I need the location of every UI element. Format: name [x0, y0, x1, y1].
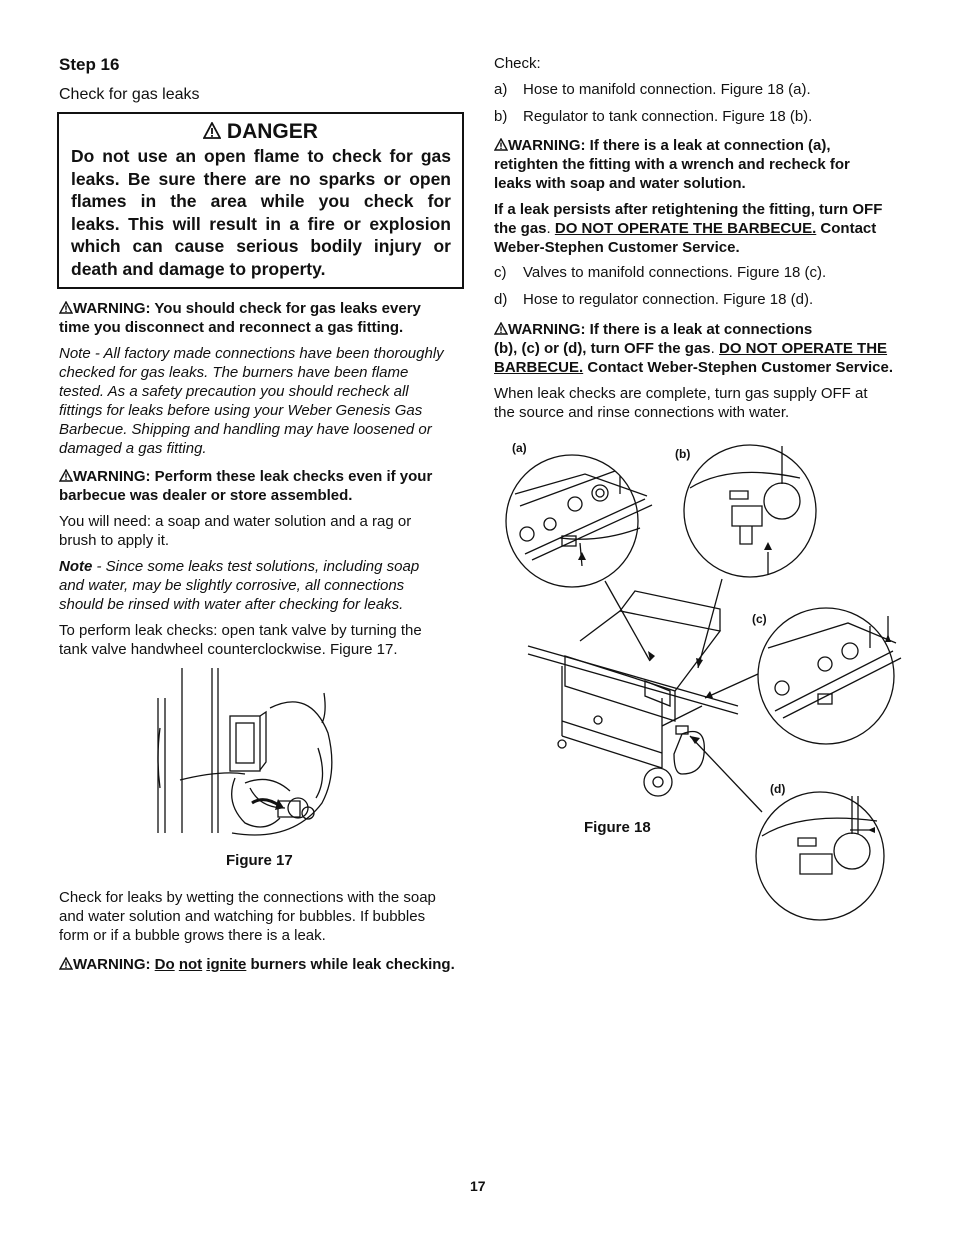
you-will-need	[59, 512, 469, 550]
warning-text: WARNING: Perform these leak checks even if your	[73, 468, 433, 485]
warning-text: WARNING: If there is a leak at connection (a),	[508, 137, 831, 154]
list-key: d)	[494, 291, 508, 308]
text-line: Weber-Stephen Customer Service.	[494, 239, 740, 256]
warning-text: WARNING:	[73, 956, 155, 973]
note-corrosive	[59, 557, 469, 614]
warning-underlined: ignite	[206, 956, 247, 973]
list-key: b)	[494, 108, 508, 125]
list-item	[494, 107, 914, 126]
warning-underlined: Do	[154, 956, 175, 973]
warning-triangle-icon	[494, 322, 508, 335]
note-line: fittings for leaks before using your Weber Genesis Gas	[59, 402, 423, 419]
figure-17-caption: Figure 17	[226, 852, 293, 869]
danger-title: DANGER	[226, 120, 318, 143]
text-line: and water solution and watching for bubbles. If bubbles	[59, 908, 426, 925]
note-line: checked for gas leaks. The burners have been flame	[59, 364, 409, 381]
check-list-ab	[494, 80, 914, 126]
danger-line: Do not use an open flame to check for gas	[71, 146, 451, 166]
danger-line: leaks. This will result in a fire or explosion	[71, 213, 451, 234]
danger-heading	[59, 120, 462, 144]
warning-underlined: DO NOT OPERATE THE	[719, 340, 888, 357]
note-line: Note - All factory made connections have been thoroughly	[59, 345, 444, 362]
leak-persists	[494, 200, 914, 257]
warning-text: (b), (c) or (d), turn OFF the gas	[494, 340, 711, 357]
warning-do-not-ignite	[59, 955, 479, 974]
warning-underlined: BARBECUE.	[494, 359, 584, 376]
figure-18-label-c: (c)	[752, 612, 767, 626]
text-line: When leak checks are complete, turn gas supply OFF at	[494, 385, 868, 402]
figure-18-label-d: (d)	[770, 782, 786, 796]
text-line: If a leak persists after retightening the fitting, turn OFF	[494, 201, 883, 218]
warning-text: time you disconnect and reconnect a gas fitting.	[59, 319, 404, 336]
list-item	[494, 263, 914, 282]
list-text: Valves to manifold connections. Figure 18 (c).	[523, 264, 827, 281]
warning-connections-bcd	[494, 320, 914, 377]
list-item	[494, 80, 914, 99]
check-for-leaks	[59, 888, 469, 945]
text-underlined: DO NOT OPERATE THE BARBECUE.	[554, 220, 817, 237]
page-number: 17	[470, 1178, 486, 1194]
warning-text: barbecue was dealer or store assembled.	[59, 487, 353, 504]
warning-text: .	[710, 340, 719, 357]
warning-triangle-icon	[494, 138, 508, 151]
perform-leak-checks	[59, 621, 469, 659]
note-lead: Note	[59, 558, 93, 575]
check-list-cd	[494, 263, 914, 309]
warning-text: leaks with soap and water solution.	[494, 175, 746, 192]
text-line: the source and rinse connections with water.	[494, 404, 790, 421]
text-line: Check for leaks by wetting the connections with the soap	[59, 889, 436, 906]
danger-line: which can cause serious bodily injury or	[71, 236, 451, 256]
figure-18-label-b: (b)	[675, 447, 691, 461]
figure-18-label-a: (a)	[512, 441, 527, 455]
warning-connection-a	[494, 136, 914, 193]
figure-17-tank-valve-illustration	[150, 668, 350, 838]
warning-text: burners while leak checking.	[246, 956, 455, 973]
text-line: To perform leak checks: open tank valve by turning the	[59, 622, 422, 639]
note-line: Barbecue. Shipping and handling may have loosened or	[59, 421, 432, 438]
danger-line: leaks. Be sure there are no sparks or open	[71, 168, 451, 189]
text-line: tank valve handwheel counterclockwise. Figure 17.	[59, 641, 398, 658]
note-line: and water, may be slightly corrosive, all connections	[59, 577, 405, 594]
warning-check-every-time	[59, 299, 469, 337]
danger-line: death and damage to property.	[71, 258, 326, 279]
list-key: c)	[494, 264, 507, 281]
leak-checks-complete	[494, 384, 914, 422]
danger-box	[57, 112, 464, 289]
figure-18-caption: Figure 18	[584, 819, 651, 836]
warning-dealer-assembled	[59, 467, 469, 505]
text-fragment: the gas	[494, 220, 547, 237]
warning-text: retighten the fitting with a wrench and recheck for	[494, 156, 850, 173]
warning-text: WARNING: If there is a leak at connections	[508, 321, 813, 338]
list-key: a)	[494, 81, 508, 98]
step-title: Step 16	[59, 55, 120, 74]
check-label: Check:	[494, 55, 541, 72]
text-fragment: .	[546, 220, 555, 237]
warning-triangle-icon	[59, 301, 73, 314]
warning-text: WARNING: You should check for gas leaks every	[73, 300, 421, 317]
text-line: You will need: a soap and water solution and a rag or	[59, 513, 412, 530]
warning-triangle-icon	[59, 469, 73, 482]
note-factory-connections	[59, 344, 469, 458]
warning-triangle-icon	[59, 957, 73, 970]
danger-text	[71, 145, 451, 280]
warning-underlined: not	[178, 956, 203, 973]
text-fragment: Contact	[816, 220, 877, 237]
list-text: Hose to manifold connection. Figure 18 (a).	[523, 81, 811, 98]
list-text: Regulator to tank connection. Figure 18 (b).	[523, 108, 813, 125]
figure-18-grill-connections-illustration	[500, 436, 910, 936]
text-line: brush to apply it.	[59, 532, 170, 549]
warning-text: Contact Weber-Stephen Customer Service.	[583, 359, 893, 376]
danger-line: flames in the area while you check for	[71, 191, 451, 211]
list-item	[494, 290, 914, 309]
text-line: form or if a bubble grows there is a leak.	[59, 927, 326, 944]
step-subtitle: Check for gas leaks	[59, 86, 200, 103]
note-line: damaged a gas fitting.	[59, 440, 207, 457]
list-text: Hose to regulator connection. Figure 18 (d).	[523, 291, 814, 308]
note-line: should be rinsed with water after checking for leaks.	[59, 596, 404, 613]
warning-triangle-icon	[203, 122, 221, 139]
note-line: tested. As a safety precaution you should recheck all	[59, 383, 409, 400]
note-line: - Since some leaks test solutions, including soap	[92, 558, 420, 575]
